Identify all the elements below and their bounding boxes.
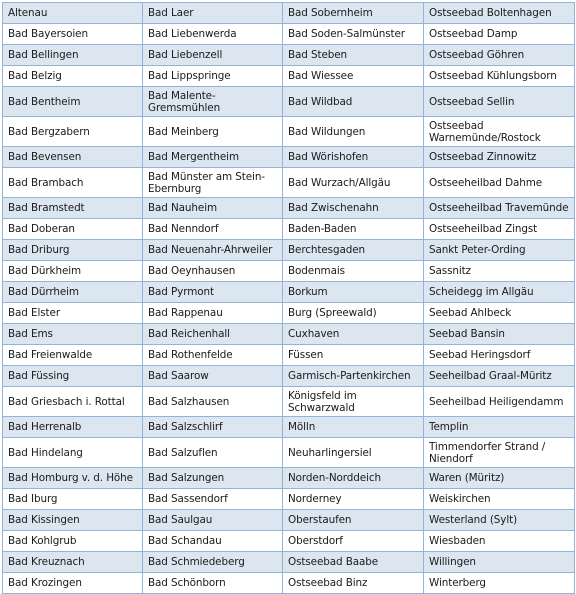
table-row <box>3 117 575 147</box>
table-cell: Füssen <box>283 345 424 366</box>
table-cell: Bad Liebenzell <box>143 45 283 66</box>
table-cell: Timmendorfer Strand / Niendorf <box>424 438 575 468</box>
table-cell: Neuharlingersiel <box>283 438 424 468</box>
table-cell: Königsfeld im Schwarzwald <box>283 387 424 417</box>
table-cell: Bad Iburg <box>3 489 143 510</box>
table-row <box>3 552 575 573</box>
table-cell: Bad Nauheim <box>143 198 283 219</box>
table-cell: Ostseebad Damp <box>424 24 575 45</box>
table-cell: Bad Salzhausen <box>143 387 283 417</box>
table-cell: Bad Bramstedt <box>3 198 143 219</box>
table-row <box>3 219 575 240</box>
table-cell: Garmisch-Partenkirchen <box>283 366 424 387</box>
table-cell: Ostseebad Kühlungsborn <box>424 66 575 87</box>
table-cell: Bad Belzig <box>3 66 143 87</box>
table-cell: Bad Bayersoien <box>3 24 143 45</box>
table-cell: Bad Kreuznach <box>3 552 143 573</box>
table-cell: Scheidegg im Allgäu <box>424 282 575 303</box>
table-row <box>3 531 575 552</box>
table-cell: Bad Reichenhall <box>143 324 283 345</box>
table-cell: Ostseeheilbad Zingst <box>424 219 575 240</box>
table-cell: Bad Sassendorf <box>143 489 283 510</box>
table-row <box>3 87 575 117</box>
table-cell: Bad Münster am Stein-Ebernburg <box>143 168 283 198</box>
table-cell: Bad Schandau <box>143 531 283 552</box>
table-cell: Ostseebad Baabe <box>283 552 424 573</box>
table-cell: Bad Salzuflen <box>143 438 283 468</box>
table-cell: Bad Steben <box>283 45 424 66</box>
table-cell: Bad Salzungen <box>143 468 283 489</box>
table-cell: Bad Neuenahr-Ahrweiler <box>143 240 283 261</box>
table-cell: Seebad Bansin <box>424 324 575 345</box>
table-cell: Bad Salzschlirf <box>143 417 283 438</box>
table-body <box>3 3 575 594</box>
table-cell: Burg (Spreewald) <box>283 303 424 324</box>
table-cell: Bad Schmiedeberg <box>143 552 283 573</box>
table-cell: Bad Bentheim <box>3 87 143 117</box>
table-cell: Bad Doberan <box>3 219 143 240</box>
table-row <box>3 387 575 417</box>
table-cell: Bad Freienwalde <box>3 345 143 366</box>
table-cell: Bad Füssing <box>3 366 143 387</box>
table-cell: Bodenmais <box>283 261 424 282</box>
table-cell: Seebad Ahlbeck <box>424 303 575 324</box>
table-cell: Ostseeheilbad Dahme <box>424 168 575 198</box>
table-cell: Bad Kohlgrub <box>3 531 143 552</box>
table-cell: Sassnitz <box>424 261 575 282</box>
table-cell: Bad Nenndorf <box>143 219 283 240</box>
table-cell: Bad Mergentheim <box>143 147 283 168</box>
table-row <box>3 282 575 303</box>
table-cell: Bad Krozingen <box>3 573 143 594</box>
table-row <box>3 489 575 510</box>
table-cell: Ostseebad Binz <box>283 573 424 594</box>
table-cell: Ostseebad Göhren <box>424 45 575 66</box>
table-row <box>3 438 575 468</box>
table-cell: Bad Bellingen <box>3 45 143 66</box>
table-cell: Mölln <box>283 417 424 438</box>
table-cell: Weiskirchen <box>424 489 575 510</box>
table-row <box>3 198 575 219</box>
table-cell: Bad Wörishofen <box>283 147 424 168</box>
table-cell: Ostseebad Zinnowitz <box>424 147 575 168</box>
spa-towns-table-container <box>2 2 574 594</box>
table-cell: Bad Brambach <box>3 168 143 198</box>
table-cell: Borkum <box>283 282 424 303</box>
table-row <box>3 168 575 198</box>
table-cell: Oberstdorf <box>283 531 424 552</box>
table-cell: Bad Oeynhausen <box>143 261 283 282</box>
table-row <box>3 468 575 489</box>
table-cell: Ostseebad Warnemünde/Rostock <box>424 117 575 147</box>
table-cell: Seebad Heringsdorf <box>424 345 575 366</box>
table-row <box>3 366 575 387</box>
table-cell: Bad Bevensen <box>3 147 143 168</box>
table-cell: Bad Homburg v. d. Höhe <box>3 468 143 489</box>
table-row <box>3 45 575 66</box>
spa-towns-table <box>2 2 575 594</box>
table-row <box>3 3 575 24</box>
table-row <box>3 147 575 168</box>
table-cell: Altenau <box>3 3 143 24</box>
table-row <box>3 345 575 366</box>
table-cell: Bad Malente-Gremsmühlen <box>143 87 283 117</box>
table-cell: Bad Rappenau <box>143 303 283 324</box>
table-cell: Sankt Peter-Ording <box>424 240 575 261</box>
table-cell: Bad Driburg <box>3 240 143 261</box>
table-row <box>3 510 575 531</box>
table-cell: Bad Wiessee <box>283 66 424 87</box>
table-cell: Bad Schönborn <box>143 573 283 594</box>
table-row <box>3 417 575 438</box>
table-cell: Winterberg <box>424 573 575 594</box>
table-cell: Seeheilbad Graal-Müritz <box>424 366 575 387</box>
table-cell: Berchtesgaden <box>283 240 424 261</box>
table-cell: Bad Rothenfelde <box>143 345 283 366</box>
table-cell: Ostseebad Boltenhagen <box>424 3 575 24</box>
table-cell: Bad Elster <box>3 303 143 324</box>
table-cell: Bad Lippspringe <box>143 66 283 87</box>
table-cell: Bad Wurzach/Allgäu <box>283 168 424 198</box>
table-cell: Bad Zwischenahn <box>283 198 424 219</box>
table-cell: Norderney <box>283 489 424 510</box>
table-cell: Bad Hindelang <box>3 438 143 468</box>
table-cell: Bad Dürkheim <box>3 261 143 282</box>
table-cell: Bad Sobernheim <box>283 3 424 24</box>
table-cell: Wiesbaden <box>424 531 575 552</box>
table-cell: Bad Saarow <box>143 366 283 387</box>
table-cell: Seeheilbad Heiligendamm <box>424 387 575 417</box>
table-cell: Ostseebad Sellin <box>424 87 575 117</box>
table-cell: Bad Kissingen <box>3 510 143 531</box>
table-row <box>3 303 575 324</box>
table-cell: Bad Meinberg <box>143 117 283 147</box>
table-cell: Bad Pyrmont <box>143 282 283 303</box>
table-cell: Bad Saulgau <box>143 510 283 531</box>
table-cell: Bad Wildungen <box>283 117 424 147</box>
table-cell: Bad Soden-Salmünster <box>283 24 424 45</box>
table-cell: Willingen <box>424 552 575 573</box>
table-cell: Oberstaufen <box>283 510 424 531</box>
table-cell: Westerland (Sylt) <box>424 510 575 531</box>
table-row <box>3 261 575 282</box>
table-cell: Baden-Baden <box>283 219 424 240</box>
table-cell: Waren (Müritz) <box>424 468 575 489</box>
table-cell: Bad Dürrheim <box>3 282 143 303</box>
table-cell: Bad Herrenalb <box>3 417 143 438</box>
table-row <box>3 240 575 261</box>
table-cell: Templin <box>424 417 575 438</box>
table-cell: Bad Bergzabern <box>3 117 143 147</box>
table-cell: Bad Wildbad <box>283 87 424 117</box>
table-cell: Norden-Norddeich <box>283 468 424 489</box>
table-cell: Cuxhaven <box>283 324 424 345</box>
table-cell: Bad Laer <box>143 3 283 24</box>
table-cell: Bad Griesbach i. Rottal <box>3 387 143 417</box>
table-row <box>3 24 575 45</box>
table-row <box>3 66 575 87</box>
table-cell: Ostseeheilbad Travemünde <box>424 198 575 219</box>
table-cell: Bad Liebenwerda <box>143 24 283 45</box>
table-row <box>3 573 575 594</box>
table-cell: Bad Ems <box>3 324 143 345</box>
table-row <box>3 324 575 345</box>
